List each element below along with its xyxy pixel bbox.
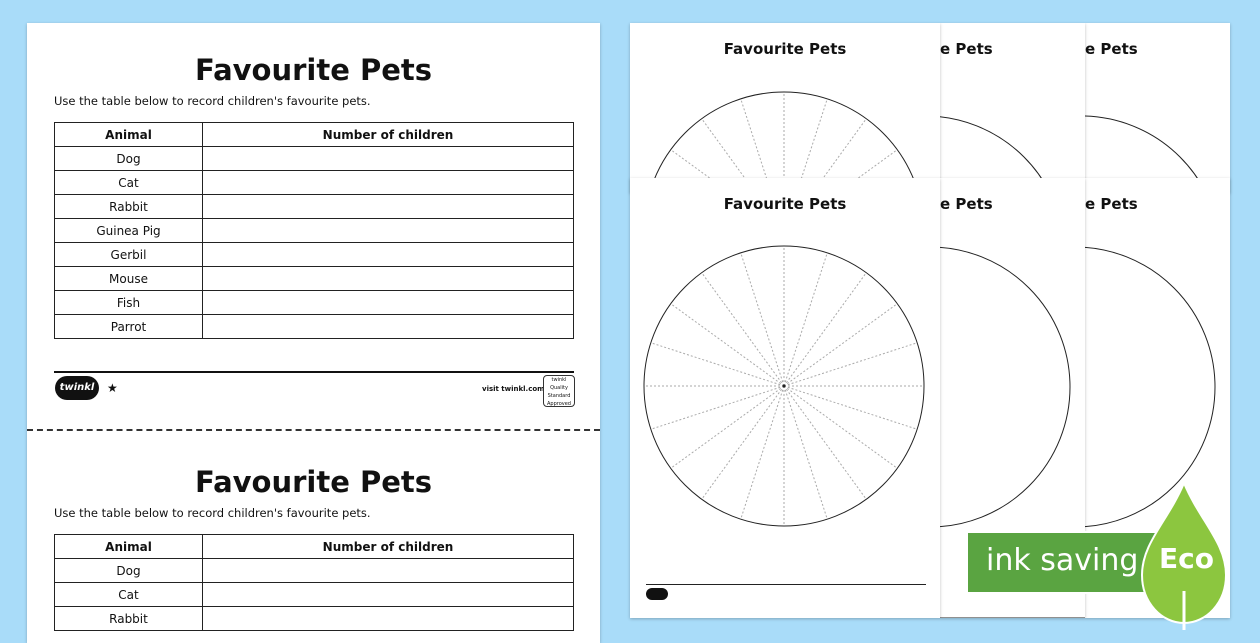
count-cell[interactable] xyxy=(203,147,574,171)
table-row xyxy=(55,267,574,291)
segment-line xyxy=(741,386,784,519)
pie-center-dot xyxy=(783,385,786,388)
pie-sheet-title: e Pets xyxy=(1085,195,1138,213)
count-cell[interactable] xyxy=(203,315,574,339)
pie-sheet-back-1 xyxy=(630,23,940,193)
count-cell[interactable] xyxy=(203,219,574,243)
eco-label: Eco xyxy=(1159,542,1214,575)
table-header-row xyxy=(55,123,574,147)
segment-line xyxy=(784,386,917,429)
segment-line xyxy=(651,386,784,429)
pie-sheet-title: Favourite Pets xyxy=(723,40,847,58)
worksheet-instruction-lower: Use the table below to record children's favourite pets. xyxy=(54,506,371,520)
left-worksheet xyxy=(27,23,600,643)
animal-cell: Parrot xyxy=(55,315,203,339)
pets-table-lower xyxy=(54,534,574,631)
column-header-count: Number of children xyxy=(203,123,574,147)
segment-line xyxy=(784,343,917,386)
worksheet-title: Favourite Pets xyxy=(194,53,433,87)
segment-line xyxy=(784,386,866,499)
animal-cell: Cat xyxy=(55,171,203,195)
animal-cell: Guinea Pig xyxy=(55,219,203,243)
animal-cell: Fish xyxy=(55,291,203,315)
animal-cell: Gerbil xyxy=(55,243,203,267)
table-row xyxy=(55,583,574,607)
table-row xyxy=(55,195,574,219)
pie-sheet-title: e Pets xyxy=(940,195,993,213)
pie-sheet-back-3 xyxy=(1085,23,1230,193)
segment-line xyxy=(784,386,827,519)
segment-line xyxy=(784,253,827,386)
column-header-animal: Animal xyxy=(55,123,203,147)
count-cell[interactable] xyxy=(203,267,574,291)
ink-saving-text: ink saving xyxy=(986,543,1139,578)
table-row xyxy=(55,171,574,195)
pie-wheel xyxy=(630,23,940,193)
quality-badge: twinkl Quality Standard Approved xyxy=(543,375,575,407)
visit-link-text: visit twinkl.com xyxy=(482,385,545,393)
table-row xyxy=(55,243,574,267)
pie-sheet-title: Favourite Pets xyxy=(723,195,847,213)
table-row xyxy=(55,559,574,583)
table-row xyxy=(55,147,574,171)
animal-cell: Rabbit xyxy=(55,195,203,219)
pie-sheet-title: e Pets xyxy=(1085,40,1138,58)
table-header-row xyxy=(55,535,574,559)
count-cell[interactable] xyxy=(203,291,574,315)
segment-line xyxy=(784,304,897,386)
count-cell[interactable] xyxy=(203,559,574,583)
count-cell[interactable] xyxy=(203,171,574,195)
count-cell[interactable] xyxy=(203,243,574,267)
table-row xyxy=(55,315,574,339)
column-header-count: Number of children xyxy=(203,535,574,559)
count-cell[interactable] xyxy=(203,583,574,607)
worksheet-title-lower: Favourite Pets xyxy=(194,465,433,499)
column-header-animal: Animal xyxy=(55,535,203,559)
pie-wheel xyxy=(940,23,1085,193)
segment-line xyxy=(741,253,784,386)
animal-cell: Mouse xyxy=(55,267,203,291)
pie-wheel xyxy=(1085,23,1230,193)
table-row xyxy=(55,607,574,631)
worksheet-instruction: Use the table below to record children's favourite pets. xyxy=(54,94,371,108)
segment-line xyxy=(702,273,784,386)
pets-table xyxy=(54,122,574,339)
pie-footer-divider xyxy=(646,584,926,585)
segment-line xyxy=(702,386,784,499)
pie-sheet-front-1 xyxy=(630,178,940,618)
twinkl-logo xyxy=(646,588,668,600)
pie-sheet-back-2 xyxy=(940,23,1085,193)
segment-line xyxy=(651,343,784,386)
count-cell[interactable] xyxy=(203,195,574,219)
count-cell[interactable] xyxy=(203,607,574,631)
pie-sheet-title: e Pets xyxy=(940,40,993,58)
pie-wheel xyxy=(630,178,940,618)
animal-cell: Dog xyxy=(55,147,203,171)
animal-cell: Cat xyxy=(55,583,203,607)
table-row xyxy=(55,219,574,243)
cut-line xyxy=(27,429,600,431)
star-icon: ★ xyxy=(107,381,118,395)
table-row xyxy=(55,291,574,315)
segment-line xyxy=(671,304,784,386)
animal-cell: Dog xyxy=(55,559,203,583)
segment-line xyxy=(784,273,866,386)
footer-divider xyxy=(54,371,574,373)
twinkl-logo: twinkl xyxy=(55,376,99,400)
segment-line xyxy=(671,386,784,468)
segment-line xyxy=(784,386,897,468)
animal-cell: Rabbit xyxy=(55,607,203,631)
